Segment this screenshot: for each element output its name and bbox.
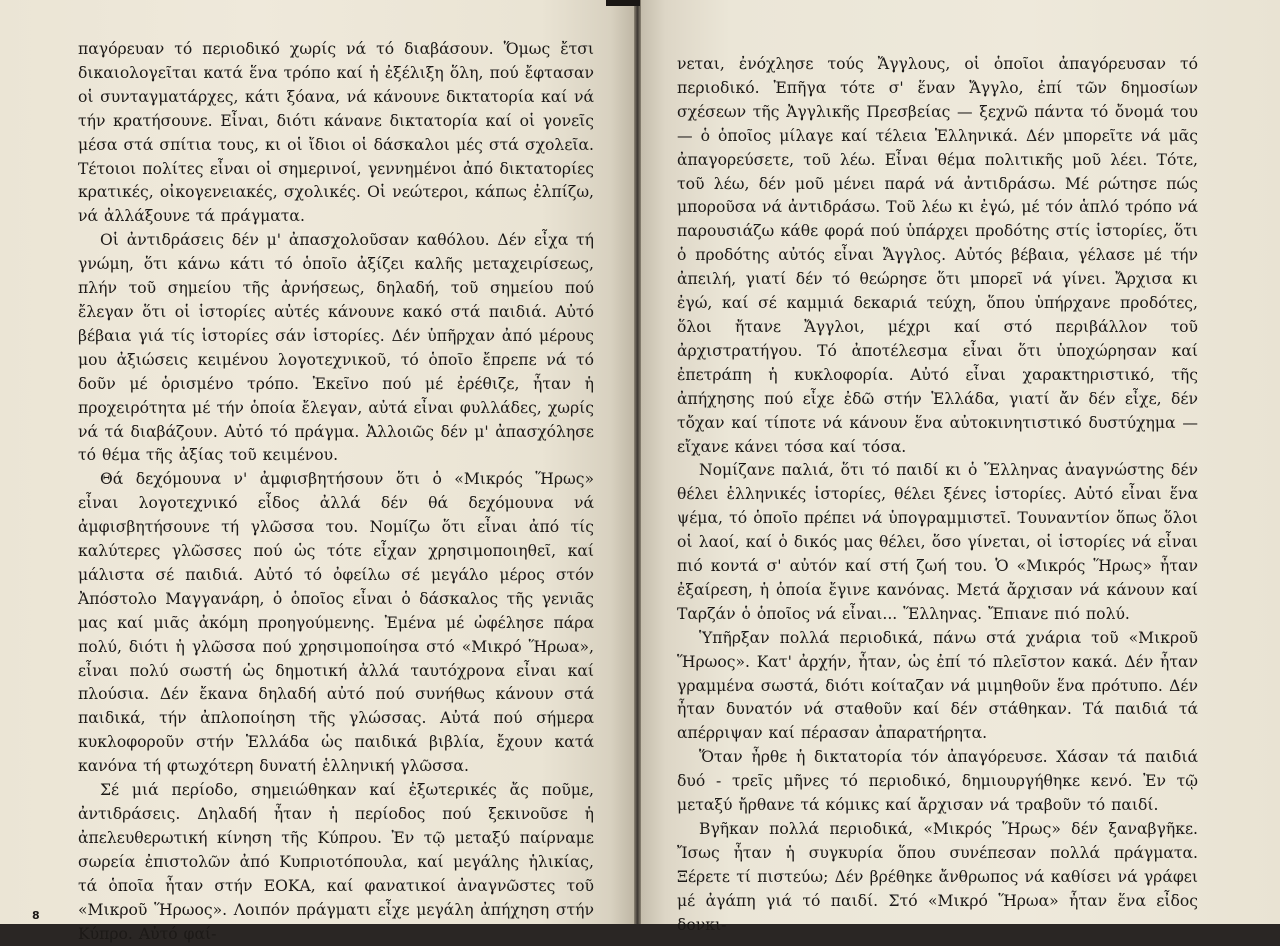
right-paragraph-5: Βγῆκαν πολλά περιοδικά, «Μικρός Ἥρως» δέν ξαναβγῆκε. Ἴσως ἦταν ἡ συγκυρία ὅπου συνέπεσαν πολλά πράγματα. Ξέρετε τί πιστεύω; Δέν βρέθηκε ἄνθρωπος νά καθίσει νά γράφει μέ ἀγάπη γιά τό παιδί. Στό «Μικρό Ἥρωα» ἦταν ἕνα εἶδος δονκι-	[677, 820, 1198, 934]
left-paragraph-3: Θά δεχόμουνα ν' ἀμφισβητήσουν ὅτι ὁ «Μικρός Ἥρως» εἶναι λογοτεχνικό εἶδος ἀλλά δέν θά δεχόμουνα νά ἀμφισβητήσουνε τή γλῶσσα του. Νομίζω ὅτι εἶναι ἀπό τίς καλύτερες γλῶσσες πού ὡς τότε εἶχαν χρησιμοποιηθεῖ, καί μάλιστα σέ παιδιά. Αὐτό τό ὀφείλω σέ μεγάλο μέρος στόν Ἀπόστολο Μαγγανάρη, ὁ ὁποῖος εἶναι ὁ δάσκαλος τῆς γενιᾶς μας καί μιᾶς ἀκόμη προηγούμενης. Ἐμένα μέ ὠφέλησε πάρα πολύ, διότι ἡ γλῶσσα πού χρησιμοποίησα στό «Μικρό Ἥρωα», εἶναι πολύ σωστή ὡς δημοτική ἀλλά ταυτόχρονα εἶναι καί πλούσια. Δέν ἔκανα δηλαδή αὐτό πού συνήθως κάνουν στά παιδικά, τήν ἀπλοποίηση τῆς γλώσσας. Αὐτά πού σήμερα κυκλοφοροῦν στήν Ἑλλάδα ὡς παιδικά βιβλία, ἔχουν κατά κανόνα τή φτωχότερη δυνατή ἑλληνική γλῶσσα.	[78, 470, 594, 776]
right-paragraph-4: Ὅταν ἦρθε ἡ δικτατορία τόν ἀπαγόρευσε. Χάσαν τά παιδιά δυό - τρεῖς μῆνες τό περιοδικό, δημιουργήθηκε κενό. Ἐν τῷ μεταξύ ἤρθανε τά κόμικς καί ἄρχισαν νά τραβοῦν τό παιδί.	[677, 748, 1198, 815]
left-page	[0, 0, 636, 943]
left-paragraph-1: παγόρευαν τό περιοδικό χωρίς νά τό διαβάσουν. Ὅμως ἔτσι δικαιολογεῖται κατά ἕνα τρόπο καί ἡ ἐξέλιξη ὅλη, πού ἔφτασαν οἱ συνταγματάρχες, κάτι ξόανα, νά κάνουνε δικτατορία καί νά τήν κρατήσουνε. Εἶναι, διότι κάνανε δικτατορία καί οἱ γονεῖς μέσα στά σπίτια τους, κι οἱ ἴδιοι οἱ δάσκαλοι μές στά σχολεῖα. Τέτοιοι πολίτες εἶναι οἱ σημερινοί, γεννημένοι ἀπό δικτατορίες κρατικές, οἰκογενειακές, σχολικές. Οἱ νεώτεροι, κάπως ἐλπίζω, νά ἀλλάξουνε τά πράγματα.	[78, 40, 594, 226]
right-paragraph-2: Νομίζανε παλιά, ὅτι τό παιδί κι ὁ Ἕλληνας ἀναγνώστης δέν θέλει ἑλληνικές ἱστορίες, θέλει ξένες ἱστορίες. Αὐτό εἶναι ἕνα ψέμα, τό ὁποῖο πρέπει νά ὑπογραμμιστεῖ. Τουναντίον ὅπως ὅλοι οἱ λαοί, καί ὁ δικός μας θέλει, ὅσο γίνεται, οἱ ἱστορίες νά εἶναι πιό κοντά σ' αὐτόν καί στή ζωή του. Ὁ «Μικρός Ἥρως» ἦταν ἐξαίρεση, ἡ ὁποία ἔγινε κανόνας. Μετά ἄρχισαν νά κάνουν καί Ταρζάν ὁ ὁποῖος νά εἶναι... Ἕλληνας. Ἔπιανε πιό πολύ.	[677, 461, 1198, 623]
right-paragraph-1: νεται, ἐνόχλησε τούς Ἄγγλους, οἱ ὁποῖοι ἀπαγόρευσαν τό περιοδικό. Ἐπῆγα τότε σ' ἕναν Ἄγγλο, ἐπί τῶν δημοσίων σχέσεων τῆς Ἀγγλικῆς Πρεσβείας — ξεχνῶ πάντα τό ὄνομά του — ὁ ὁποῖος μίλαγε καί τέλεια Ἑλληνικά. Δέν μπορεῖτε νά μᾶς ἀπαγορεύσετε, τοῦ λέω. Εἶναι θέμα πολιτικῆς μοῦ λέει. Τότε, τοῦ λέω, δέν μοῦ μένει παρά νά ἀντιδράσω. Μέ ρώτησε πώς μποροῦσα νά ἀντιδράσω. Τοῦ λέω κι ἐγώ, μέ τόν ἁπλό τρόπο νά παρουσιάζω κάθε φορά πού ὑπάρχει προδότης στίς ἱστορίες, ὅτι ὁ προδότης αὐτός εἶναι Ἄγγλος. Αὐτός βέβαια, γέλασε μέ τήν ἀπειλή, γιατί δέν τό θεώρησε ὅτι μπορεῖ νά γίνει. Ἄρχισα κι ἐγώ, καί σέ καμμιά δεκαριά τεύχη, ὅπου ὑπήρχανε προδότες, ὅλοι ἤτανε Ἄγγλοι, μέχρι καί στό περιβάλλον τοῦ ἀρχιστρατήγου. Τό ἀποτέλεσμα εἶναι ὅτι ὑποχώρησαν καί ἐπετράπη ἡ κυκλοφορία. Αὐτό εἶναι χαρακτηριστικό, τῆς ἀπήχησης πού εἶχε ἐδῶ στήν Ἑλλάδα, γιατί ἄν δέν εἶχε, δέν τὄχαν καί τίποτε νά κάνουν ἕνα αὐτοκινητιστικό δυστύχημα — εἴχανε κάνει τόσα καί τόσα.	[677, 55, 1198, 456]
dark-corner	[606, 0, 640, 6]
book-gutter	[634, 0, 641, 924]
right-page	[640, 0, 1280, 934]
page-number: 8	[32, 909, 40, 922]
right-paragraph-3: Ὑπῆρξαν πολλά περιοδικά, πάνω στά χνάρια τοῦ «Μικροῦ Ἥρωος». Κατ' ἀρχήν, ἦταν, ὡς ἐπί τό πλεῖστον κακά. Δέν ἦταν γραμμένα σωστά, διότι κοίταζαν νά μιμηθοῦν ἕνα πρότυπο. Δέν ἦταν δυνατόν νά σταθοῦν καί δέν στάθηκαν. Τά παιδιά τά απέρριψαν καί πέρασαν ἀπαρατήρητα.	[677, 628, 1198, 743]
left-paragraph-4: Σέ μιά περίοδο, σημειώθηκαν καί ἐξωτερικές ἄς ποῦμε, ἀντιδράσεις. Δηλαδή ἦταν ἡ περίοδος πού ξεκινοῦσε ἡ ἀπελευθερωτική κίνηση τῆς Κύπρου. Ἐν τῷ μεταξύ παίρναμε σωρεία ἐπιστολῶν ἀπό Κυπριοτόπουλα, καί μεγάλης ἡλικίας, τά ὁποῖα ἦταν στήν ΕΟΚΑ, καί φανατικοί ἀναγνῶστες τοῦ «Μικροῦ Ἥρωος». Λοιπόν πράγματι εἶχε μεγάλη ἀπήχηση στήν Κύπρο. Αὐτό φαί-	[78, 781, 594, 943]
left-paragraph-2: Οἱ ἀντιδράσεις δέν μ' ἀπασχολοῦσαν καθόλου. Δέν εἶχα τή γνώμη, ὅτι κάνω κάτι τό ὁποῖο ἀξίζει καλῆς μεταχειρίσεως, πλήν τοῦ σημείου τῆς ἀρνήσεως, δηλαδή, τοῦ σημείου πού ἔλεγαν ὅτι οἱ ἱστορίες αὐτές κάνουνε κακό στά παιδιά. Αὐτό βέβαια γιά τίς ἱστορίες σάν ἱστορίες. Δέν ὑπῆρχαν ἀπό μέρους μου ἀξιώσεις κειμένου λογοτεχνικοῦ, τό ὁποῖο ἔπρεπε νά τό δοῦν μέ ὁρισμένο τρόπο. Ἐκεῖνο πού μέ ἐρέθιζε, ἦταν ἡ προχειρότητα μέ τήν ὁποία ἔλεγαν, αὐτά εἶναι φυλλάδες, χωρίς νά τά διαβάζουν. Αὐτό τό πράγμα. Ἀλλοιῶς δέν μ' ἀπασχόλησε τό θέμα τῆς ἀξίας τοῦ κειμένου.	[78, 231, 594, 465]
